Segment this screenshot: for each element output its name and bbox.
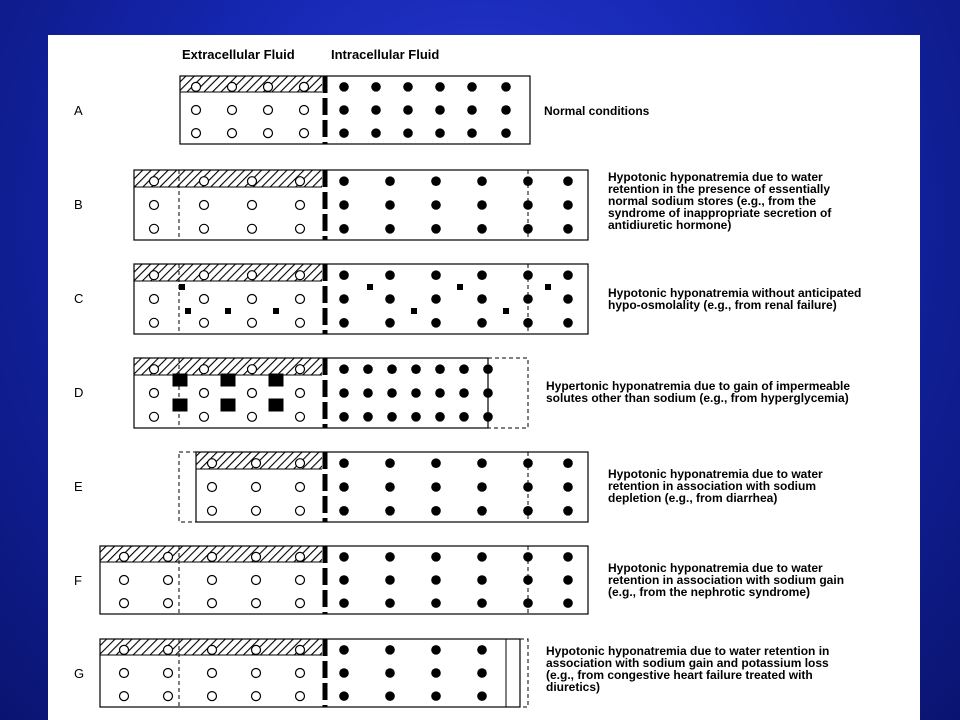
intracellular-solute bbox=[403, 82, 413, 92]
extracellular-solute bbox=[252, 599, 261, 608]
row-label: B bbox=[74, 197, 83, 212]
extracellular-header: Extracellular Fluid bbox=[182, 47, 295, 62]
ineffective-solute bbox=[503, 308, 509, 314]
intracellular-solute bbox=[435, 128, 445, 138]
extracellular-solute bbox=[208, 459, 217, 468]
extracellular-solute bbox=[296, 318, 305, 327]
intracellular-solute bbox=[385, 506, 395, 516]
intracellular-solute bbox=[339, 294, 349, 304]
intracellular-solute bbox=[431, 506, 441, 516]
intracellular-solute bbox=[483, 412, 493, 422]
intracellular-solute bbox=[563, 552, 573, 562]
extracellular-solute bbox=[296, 576, 305, 585]
intracellular-solute bbox=[385, 458, 395, 468]
extracellular-solute bbox=[150, 365, 159, 374]
intracellular-solute bbox=[523, 458, 533, 468]
intracellular-solute bbox=[563, 200, 573, 210]
extracellular-solute bbox=[296, 365, 305, 374]
row-label: F bbox=[74, 573, 82, 588]
intracellular-solute bbox=[477, 598, 487, 608]
hatched-band bbox=[134, 264, 322, 281]
extracellular-solute bbox=[164, 552, 173, 561]
intracellular-solute bbox=[411, 412, 421, 422]
extracellular-solute bbox=[296, 389, 305, 398]
ineffective-solute bbox=[179, 284, 185, 290]
intracellular-solute bbox=[431, 575, 441, 585]
intracellular-solute bbox=[385, 200, 395, 210]
row-description-line: (e.g., from the nephrotic syndrome) bbox=[608, 585, 811, 599]
intracellular-solute bbox=[339, 176, 349, 186]
intracellular-solute bbox=[371, 128, 381, 138]
intracellular-solute bbox=[403, 128, 413, 138]
intracellular-solute bbox=[431, 598, 441, 608]
row-description-line: antidiuretic hormone) bbox=[608, 218, 732, 232]
extracellular-solute bbox=[150, 177, 159, 186]
intracellular-solute bbox=[385, 224, 395, 234]
extracellular-solute bbox=[248, 318, 257, 327]
extracellular-solute bbox=[296, 412, 305, 421]
intracellular-solute bbox=[385, 691, 395, 701]
row-description-line: Hypotonic hyponatremia due to water bbox=[608, 561, 823, 575]
extracellular-solute bbox=[264, 106, 273, 115]
intracellular-solute bbox=[477, 200, 487, 210]
hatched-band bbox=[134, 170, 322, 187]
intracellular-solute bbox=[385, 668, 395, 678]
intracellular-solute bbox=[363, 412, 373, 422]
intracellular-solute bbox=[339, 458, 349, 468]
extracellular-solute bbox=[248, 365, 257, 374]
extracellular-solute bbox=[248, 389, 257, 398]
intracellular-solute bbox=[339, 364, 349, 374]
row-a bbox=[74, 76, 650, 144]
extracellular-solute bbox=[150, 412, 159, 421]
intracellular-solute bbox=[477, 645, 487, 655]
intracellular-solute bbox=[339, 506, 349, 516]
fluid-compartment-diagram bbox=[48, 35, 920, 720]
intracellular-solute bbox=[431, 318, 441, 328]
row-description-line: (e.g., from congestive heart failure treated with bbox=[546, 668, 813, 682]
row-description-line: diuretics) bbox=[546, 680, 601, 694]
intracellular-solute bbox=[339, 552, 349, 562]
hatched-band bbox=[134, 358, 322, 375]
intracellular-solute bbox=[523, 224, 533, 234]
intracellular-solute bbox=[563, 270, 573, 280]
extracellular-solute bbox=[296, 201, 305, 210]
extracellular-solute bbox=[208, 599, 217, 608]
row-description-line: solutes other than sodium (e.g., from hyperglycemia) bbox=[546, 391, 849, 405]
figure-panel bbox=[48, 35, 920, 720]
rows-layer bbox=[74, 76, 861, 707]
extracellular-solute bbox=[200, 389, 209, 398]
extracellular-solute bbox=[296, 552, 305, 561]
extracellular-solute bbox=[228, 106, 237, 115]
intracellular-solute bbox=[501, 82, 511, 92]
intracellular-solute bbox=[563, 176, 573, 186]
extracellular-solute bbox=[208, 506, 217, 515]
intracellular-solute bbox=[477, 318, 487, 328]
extracellular-solute bbox=[252, 645, 261, 654]
extracellular-solute bbox=[200, 318, 209, 327]
intracellular-solute bbox=[523, 294, 533, 304]
extracellular-solute bbox=[164, 669, 173, 678]
row-description-line: Hypertonic hyponatremia due to gain of impermeable bbox=[546, 379, 851, 393]
intracellular-solute bbox=[387, 412, 397, 422]
extracellular-solute bbox=[120, 645, 129, 654]
extracellular-solute bbox=[150, 271, 159, 280]
row-description-line: association with sodium gain and potassium loss bbox=[546, 656, 829, 670]
row-description-line: Hypotonic hyponatremia without anticipated bbox=[608, 286, 862, 300]
intracellular-solute bbox=[339, 668, 349, 678]
intracellular-solute bbox=[477, 224, 487, 234]
extracellular-solute bbox=[248, 177, 257, 186]
extracellular-solute bbox=[248, 271, 257, 280]
row-description-line: Normal conditions bbox=[544, 104, 650, 118]
intracellular-solute bbox=[339, 270, 349, 280]
intracellular-solute bbox=[459, 412, 469, 422]
extracellular-solute bbox=[252, 669, 261, 678]
intracellular-solute bbox=[467, 128, 477, 138]
extracellular-solute bbox=[150, 389, 159, 398]
extracellular-solute bbox=[208, 552, 217, 561]
intracellular-solute bbox=[523, 200, 533, 210]
row-description-line: retention in association with sodium gain bbox=[608, 573, 845, 587]
extracellular-solute bbox=[248, 412, 257, 421]
intracellular-solute bbox=[431, 224, 441, 234]
extracellular-solute bbox=[208, 669, 217, 678]
extracellular-solute bbox=[264, 129, 273, 138]
intracellular-solute bbox=[339, 105, 349, 115]
intracellular-solute bbox=[339, 128, 349, 138]
intracellular-solute bbox=[339, 412, 349, 422]
row-label: C bbox=[74, 291, 84, 306]
intracellular-solute bbox=[563, 482, 573, 492]
intracellular-solute bbox=[411, 364, 421, 374]
intracellular-solute bbox=[477, 668, 487, 678]
intracellular-solute bbox=[385, 318, 395, 328]
extracellular-solute bbox=[300, 129, 309, 138]
extracellular-solute bbox=[200, 412, 209, 421]
extracellular-solute bbox=[164, 599, 173, 608]
extracellular-solute bbox=[296, 599, 305, 608]
intracellular-solute bbox=[387, 364, 397, 374]
intracellular-solute bbox=[385, 598, 395, 608]
intracellular-solute bbox=[431, 200, 441, 210]
extracellular-solute bbox=[252, 552, 261, 561]
extracellular-solute bbox=[248, 224, 257, 233]
intracellular-solute bbox=[477, 575, 487, 585]
intracellular-solute bbox=[563, 224, 573, 234]
intracellular-solute bbox=[477, 552, 487, 562]
intracellular-solute bbox=[459, 388, 469, 398]
intracellular-solute bbox=[523, 176, 533, 186]
intracellular-solute bbox=[431, 482, 441, 492]
extracellular-solute bbox=[208, 692, 217, 701]
intracellular-solute bbox=[563, 598, 573, 608]
intracellular-solute bbox=[477, 691, 487, 701]
intracellular-solute bbox=[431, 458, 441, 468]
row-description-line: Hypotonic hyponatremia due to water bbox=[608, 170, 823, 184]
extracellular-solute bbox=[252, 692, 261, 701]
extracellular-solute bbox=[120, 576, 129, 585]
extracellular-solute bbox=[264, 82, 273, 91]
intracellular-solute bbox=[501, 128, 511, 138]
extracellular-solute bbox=[192, 129, 201, 138]
extracellular-solute bbox=[252, 459, 261, 468]
intracellular-header: Intracellular Fluid bbox=[331, 47, 440, 62]
extracellular-solute bbox=[200, 177, 209, 186]
row-description-line: normal sodium stores (e.g., from the bbox=[608, 194, 817, 208]
intracellular-solute bbox=[363, 388, 373, 398]
intracellular-solute bbox=[435, 364, 445, 374]
intracellular-solute bbox=[523, 506, 533, 516]
row-label: G bbox=[74, 666, 85, 681]
extracellular-solute bbox=[192, 82, 201, 91]
ineffective-solute bbox=[545, 284, 551, 290]
intracellular-solute bbox=[477, 176, 487, 186]
extracellular-solute bbox=[164, 645, 173, 654]
intracellular-solute bbox=[435, 105, 445, 115]
intracellular-solute bbox=[563, 506, 573, 516]
intracellular-solute bbox=[385, 270, 395, 280]
impermeable-solute bbox=[221, 374, 236, 387]
row-label: E bbox=[74, 479, 83, 494]
intracellular-solute bbox=[563, 458, 573, 468]
intracellular-solute bbox=[435, 388, 445, 398]
intracellular-solute bbox=[523, 598, 533, 608]
extracellular-solute bbox=[300, 106, 309, 115]
intracellular-solute bbox=[385, 294, 395, 304]
intracellular-solute bbox=[339, 575, 349, 585]
extracellular-solute bbox=[208, 576, 217, 585]
ineffective-solute bbox=[273, 308, 279, 314]
intracellular-solute bbox=[467, 105, 477, 115]
extracellular-solute bbox=[208, 483, 217, 492]
intracellular-solute bbox=[501, 105, 511, 115]
intracellular-solute bbox=[523, 482, 533, 492]
row-description-line: retention in the presence of essentially bbox=[608, 182, 831, 196]
intracellular-solute bbox=[435, 412, 445, 422]
extracellular-solute bbox=[200, 224, 209, 233]
intracellular-solute bbox=[431, 645, 441, 655]
row-b bbox=[74, 170, 832, 240]
intracellular-solute bbox=[339, 318, 349, 328]
intracellular-solute bbox=[385, 575, 395, 585]
intracellular-solute bbox=[431, 294, 441, 304]
intracellular-solute bbox=[339, 598, 349, 608]
intracellular-solute bbox=[339, 82, 349, 92]
extracellular-solute bbox=[228, 129, 237, 138]
intracellular-solute bbox=[477, 458, 487, 468]
intracellular-solute bbox=[435, 82, 445, 92]
extracellular-solute bbox=[120, 552, 129, 561]
row-d bbox=[74, 358, 850, 428]
impermeable-solute bbox=[269, 374, 284, 387]
intracellular-solute bbox=[387, 388, 397, 398]
extracellular-solute bbox=[228, 82, 237, 91]
row-description-line: hypo-osmolality (e.g., from renal failure) bbox=[608, 298, 837, 312]
extracellular-solute bbox=[296, 669, 305, 678]
extracellular-solute bbox=[296, 483, 305, 492]
row-description-line: retention in association with sodium bbox=[608, 479, 817, 493]
intracellular-solute bbox=[339, 645, 349, 655]
extracellular-solute bbox=[200, 295, 209, 304]
intracellular-solute bbox=[483, 364, 493, 374]
row-c bbox=[74, 264, 861, 334]
row-g bbox=[74, 639, 829, 707]
intracellular-solute bbox=[477, 294, 487, 304]
extracellular-solute bbox=[120, 669, 129, 678]
extracellular-solute bbox=[164, 576, 173, 585]
row-label: A bbox=[74, 103, 83, 118]
intracellular-solute bbox=[523, 318, 533, 328]
ineffective-solute bbox=[185, 308, 191, 314]
extracellular-solute bbox=[164, 692, 173, 701]
intracellular-solute bbox=[431, 552, 441, 562]
intracellular-solute bbox=[385, 645, 395, 655]
intracellular-solute bbox=[339, 200, 349, 210]
volume-change-box bbox=[520, 639, 528, 707]
extracellular-solute bbox=[296, 224, 305, 233]
volume-change-box bbox=[179, 452, 196, 522]
extracellular-solute bbox=[296, 295, 305, 304]
intracellular-solute bbox=[339, 691, 349, 701]
intracellular-solute bbox=[371, 82, 381, 92]
intracellular-solute bbox=[385, 482, 395, 492]
intracellular-solute bbox=[403, 105, 413, 115]
extracellular-solute bbox=[192, 106, 201, 115]
intracellular-solute bbox=[363, 364, 373, 374]
extracellular-solute bbox=[296, 645, 305, 654]
ineffective-solute bbox=[225, 308, 231, 314]
intracellular-solute bbox=[523, 552, 533, 562]
intracellular-solute bbox=[339, 482, 349, 492]
intracellular-solute bbox=[431, 668, 441, 678]
intracellular-solute bbox=[431, 270, 441, 280]
extracellular-solute bbox=[150, 318, 159, 327]
intracellular-solute bbox=[563, 318, 573, 328]
extracellular-solute bbox=[296, 271, 305, 280]
intracellular-solute bbox=[563, 575, 573, 585]
extracellular-solute bbox=[120, 692, 129, 701]
extracellular-solute bbox=[200, 365, 209, 374]
intracellular-solute bbox=[431, 176, 441, 186]
extracellular-solute bbox=[252, 506, 261, 515]
row-label: D bbox=[74, 385, 84, 400]
extracellular-solute bbox=[296, 459, 305, 468]
extracellular-solute bbox=[120, 599, 129, 608]
row-description-line: depletion (e.g., from diarrhea) bbox=[608, 491, 778, 505]
extracellular-solute bbox=[150, 295, 159, 304]
intracellular-solute bbox=[339, 224, 349, 234]
intracellular-solute bbox=[467, 82, 477, 92]
intracellular-solute bbox=[483, 388, 493, 398]
extracellular-solute bbox=[208, 645, 217, 654]
intracellular-solute bbox=[523, 575, 533, 585]
intracellular-solute bbox=[339, 388, 349, 398]
extracellular-solute bbox=[296, 506, 305, 515]
ineffective-solute bbox=[367, 284, 373, 290]
impermeable-solute bbox=[173, 399, 188, 412]
extracellular-solute bbox=[150, 201, 159, 210]
row-description-line: Hypotonic hyponatremia due to water retention in bbox=[546, 644, 830, 658]
intracellular-solute bbox=[459, 364, 469, 374]
intracellular-solute bbox=[563, 294, 573, 304]
impermeable-solute bbox=[269, 399, 284, 412]
volume-change-box bbox=[488, 358, 528, 428]
ineffective-solute bbox=[411, 308, 417, 314]
intracellular-solute bbox=[411, 388, 421, 398]
extracellular-solute bbox=[200, 271, 209, 280]
extracellular-solute bbox=[296, 177, 305, 186]
extracellular-solute bbox=[300, 82, 309, 91]
intracellular-solute bbox=[477, 482, 487, 492]
intracellular-solute bbox=[385, 552, 395, 562]
row-description-line: Hypotonic hyponatremia due to water bbox=[608, 467, 823, 481]
extracellular-solute bbox=[248, 295, 257, 304]
extracellular-solute bbox=[252, 576, 261, 585]
row-description-line: syndrome of inappropriate secretion of bbox=[608, 206, 832, 220]
extracellular-solute bbox=[296, 692, 305, 701]
extracellular-solute bbox=[150, 224, 159, 233]
intracellular-solute bbox=[385, 176, 395, 186]
row-f bbox=[74, 546, 844, 614]
intracellular-solute bbox=[431, 691, 441, 701]
impermeable-solute bbox=[221, 399, 236, 412]
intracellular-solute bbox=[371, 105, 381, 115]
intracellular-solute bbox=[477, 506, 487, 516]
extracellular-solute bbox=[200, 201, 209, 210]
extracellular-solute bbox=[248, 201, 257, 210]
intracellular-solute bbox=[523, 270, 533, 280]
extracellular-solute bbox=[252, 483, 261, 492]
row-e bbox=[74, 452, 823, 522]
intracellular-solute bbox=[477, 270, 487, 280]
ineffective-solute bbox=[457, 284, 463, 290]
impermeable-solute bbox=[173, 374, 188, 387]
